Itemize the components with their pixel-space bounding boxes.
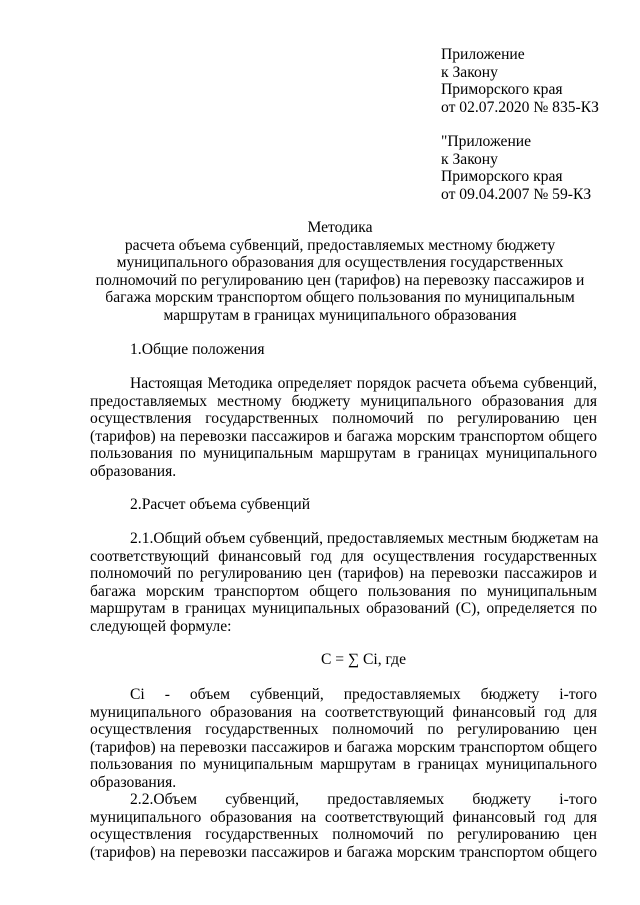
formula: С = ∑ Сi, где (320, 651, 406, 668)
annex-line: от 09.04.2007 № 59-КЗ (441, 185, 592, 203)
document-title (60, 219, 620, 325)
paragraph-2-2 (90, 791, 597, 861)
annex-line: "Приложение (441, 133, 532, 150)
section-heading-calculation: 2.Расчет объема субвенций (130, 496, 311, 513)
annex-line: Приложение (441, 46, 525, 63)
annex-line: Приморского края (441, 81, 563, 99)
paragraph-line: (тарифов) на перевозки пассажиров и багажа морским транспортом общего (90, 843, 597, 861)
annex-header-current (441, 46, 631, 116)
paragraph-line: 2.2.Объем субвенций, предоставляемых бюджету i-того (130, 791, 597, 808)
paragraph-line: следующей формуле: (90, 617, 232, 635)
paragraph-line: полномочий по регулированию цен (тарифов) на перевозки пассажиров и (90, 565, 597, 583)
paragraph-line: Сi - объем субвенций, предоставляемых бюджету i-того (130, 686, 597, 703)
title-line: маршрутам в границах муниципального образования (163, 306, 517, 324)
paragraph-line: образования. (90, 773, 177, 791)
paragraph-line: соответствующий финансовый год для осуществления государственных (90, 547, 597, 565)
paragraph-line: (тарифов) на перевозки пассажиров и багажа морским транспортом общего (90, 427, 597, 445)
annex-line: к Закону (441, 63, 498, 81)
paragraph-line: муниципального образования на соответствующий финансовый год для (90, 808, 597, 826)
paragraph-line: пользования по муниципальным маршрутам в границах муниципального (90, 756, 597, 774)
paragraph-line: осуществления государственных полномочий по регулированию цен (90, 826, 597, 844)
paragraph-line: маршрутам в границах муниципальных образований (С), определяется по (90, 600, 597, 618)
paragraph-line: осуществления государственных полномочий по регулированию цен (90, 721, 597, 739)
annex-header-original (441, 133, 631, 203)
paragraph-line: предоставляемых местному бюджету муниципального образования для (90, 392, 597, 410)
title-line: Методика (307, 219, 373, 236)
paragraph-line: (тарифов) на перевозки пассажиров и багажа морским транспортом общего (90, 738, 597, 756)
paragraph-line: пользования по муниципальным маршрутам в границах муниципального (90, 445, 597, 463)
paragraph-line: Настоящая Методика определяет порядок расчета объема субвенций, (130, 375, 597, 392)
paragraph-line: муниципального образования на соответствующий финансовый год для (90, 703, 597, 721)
paragraph-ci-definition (90, 686, 597, 792)
paragraph-2-1 (90, 530, 597, 636)
annex-line: Приморского края (441, 168, 563, 186)
paragraph-line: 2.1.Общий объем субвенций, предоставляемых местным бюджетам на (130, 530, 599, 547)
annex-line: к Закону (441, 150, 498, 168)
title-line: расчета объема субвенций, предоставляемых местному бюджету (124, 236, 556, 254)
paragraph-line: багажа морским транспортом общего пользования по муниципальным (90, 582, 597, 600)
title-line: полномочий по регулированию цен (тарифов) на перевозку пассажиров и (95, 271, 585, 289)
annex-line: от 02.07.2020 № 835-КЗ (441, 98, 599, 116)
paragraph-line: осуществления государственных полномочий по регулированию цен (90, 410, 597, 428)
paragraph-line: образования. (90, 462, 177, 480)
section-heading-general: 1.Общие положения (130, 341, 265, 358)
title-line: муниципального образования для осуществления государственных (116, 254, 564, 272)
title-line: багажа морским транспортом общего пользования по муниципальным (105, 289, 575, 307)
paragraph-general (90, 375, 597, 481)
